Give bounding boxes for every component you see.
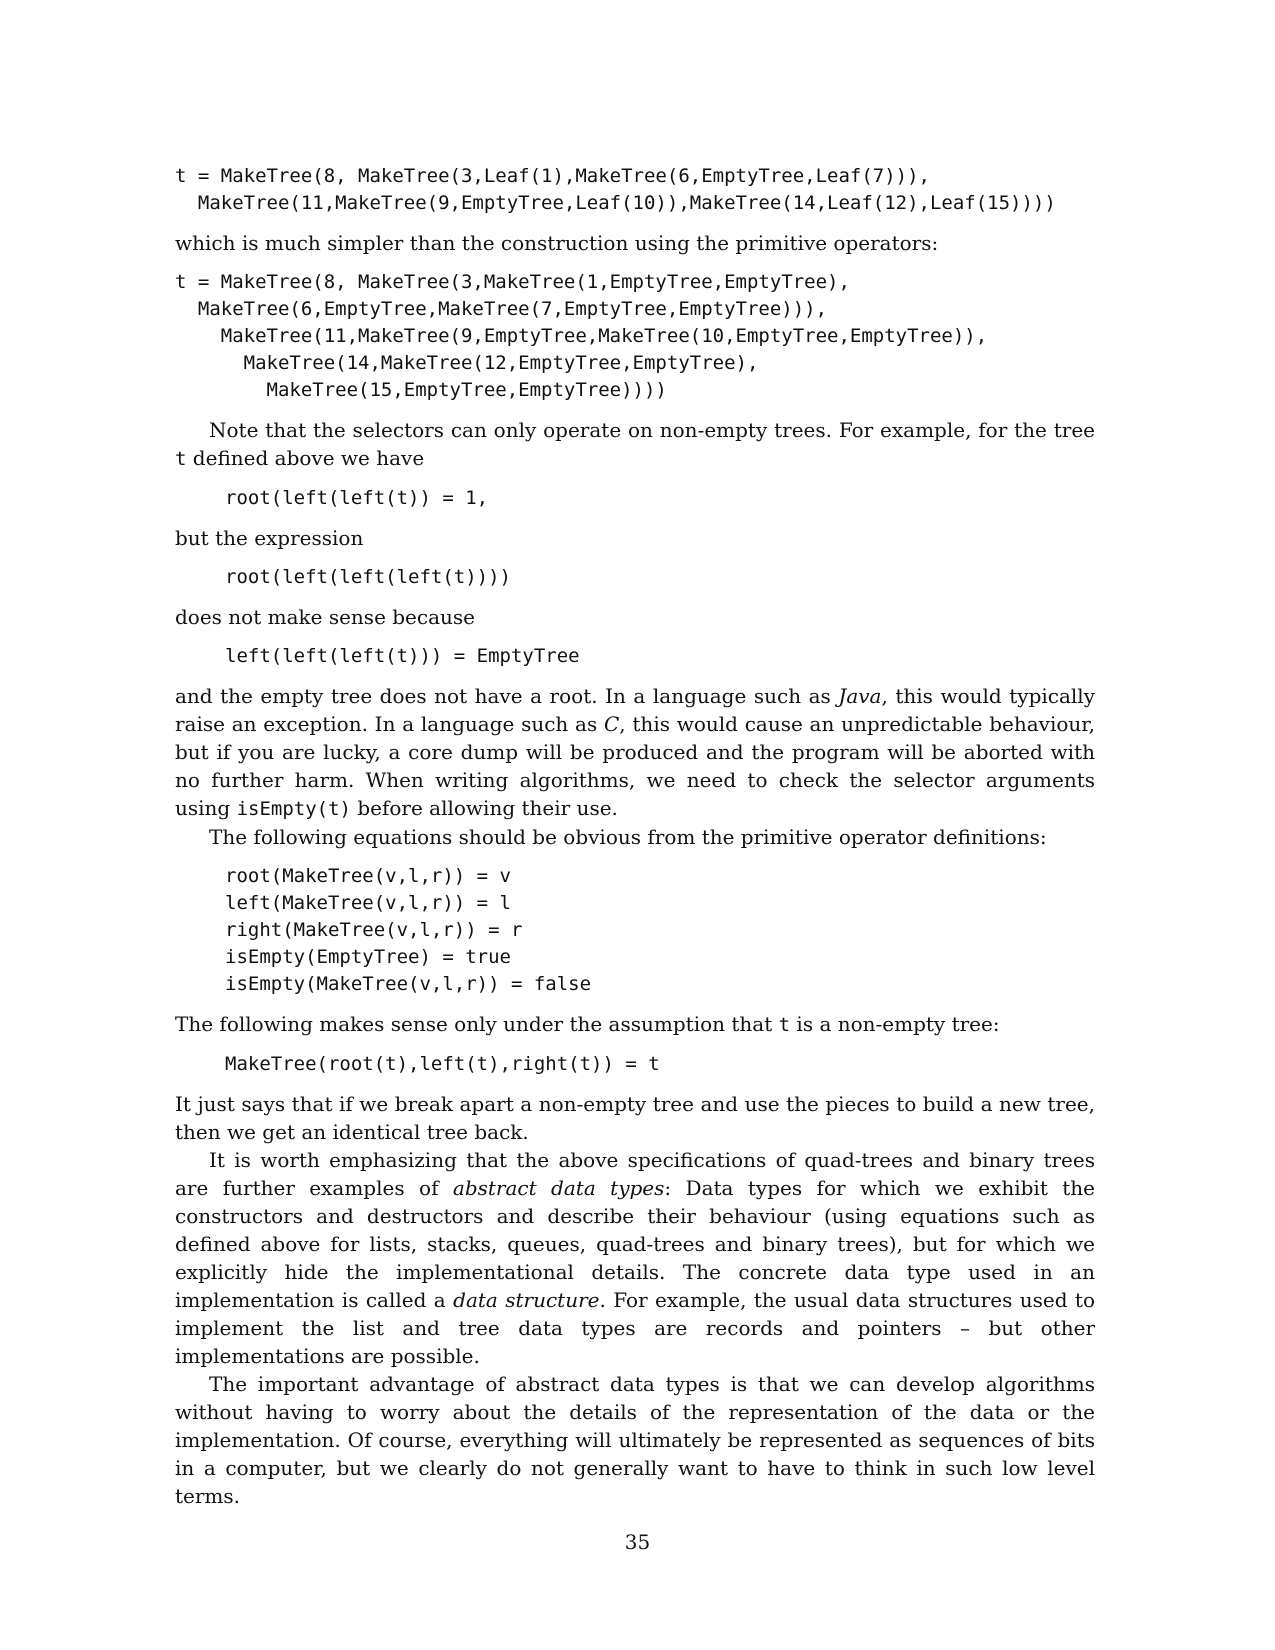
emphasis-c: C	[603, 712, 620, 736]
code-line: left(MakeTree(v,l,r)) = l	[225, 892, 511, 914]
code-line: isEmpty(EmptyTree) = true	[225, 946, 511, 968]
inline-code: isEmpty(t)	[236, 798, 351, 820]
inline-code: t	[778, 1014, 791, 1036]
code-line: MakeTree(11,MakeTree(9,EmptyTree,Leaf(10)),MakeTree(14,Leaf(12),Leaf(15))))	[175, 192, 1056, 214]
code-line: MakeTree(14,MakeTree(12,EmptyTree,EmptyTree),	[175, 352, 759, 374]
code-line: root(MakeTree(v,l,r)) = v	[225, 865, 511, 887]
code-block-tree-leaf	[175, 163, 1095, 217]
code-line: MakeTree(11,MakeTree(9,EmptyTree,MakeTree(10,EmptyTree,EmptyTree)),	[175, 325, 988, 347]
page-number: 35	[624, 1530, 651, 1554]
paragraph-simpler: which is much simpler than the construction using the primitive operators:	[175, 231, 939, 255]
text-run: : Data types for which we exhibit the constructors and destructors and describe their behaviour (using equations such as defined above for lists, stacks, queues, quad-trees and binary trees), but for which we explicitly hide the implementational details. The concrete data type used in an implementation is called a	[175, 1176, 1096, 1312]
paragraph-empty-tree	[175, 682, 1095, 823]
text-run: defined above we have	[186, 446, 425, 470]
paragraph-equations: The following equations should be obvious from the primitive operator definitions:	[209, 825, 1047, 849]
page-content	[175, 163, 1095, 1510]
code-block-equations	[225, 863, 1095, 998]
text-run: , this would cause an unpredictable behaviour, but if you are lucky, a core dump will be produced and the program will be aborted with no further harm. When writing algorithms, we need to check the selector arguments using	[175, 712, 1095, 820]
code-root-invalid: root(left(left(left(t))))	[225, 566, 511, 588]
paragraph-makes-sense	[175, 1010, 1095, 1039]
emphasis-java: Java	[838, 684, 882, 708]
paragraph-note	[175, 416, 1095, 473]
paragraph-but: but the expression	[175, 526, 364, 550]
paragraph-worth-emphasizing	[175, 1146, 1095, 1370]
code-line: t = MakeTree(8, MakeTree(3,MakeTree(1,EmptyTree,EmptyTree),	[175, 271, 850, 293]
inline-code: t	[175, 448, 187, 470]
text-run: and the empty tree does not have a root. In a language such as	[175, 684, 839, 708]
code-line: MakeTree(15,EmptyTree,EmptyTree))))	[175, 379, 667, 401]
emphasis-abstract-data-types: abstract data types	[452, 1176, 665, 1200]
text-run: before allowing their use.	[350, 796, 618, 820]
code-root-left-left: root(left(left(t)) = 1,	[225, 487, 489, 509]
text-run: , this would typically raise an exception. In a language such as	[175, 684, 1095, 736]
text-run: Note that the selectors can only operate on non-empty trees. For example, for the tree	[209, 418, 1095, 442]
code-line: t = MakeTree(8, MakeTree(3,Leaf(1),MakeTree(6,EmptyTree,Leaf(7))),	[175, 165, 930, 187]
code-left-empty: left(left(left(t))) = EmptyTree	[225, 645, 580, 667]
text-run: It is worth emphasizing that the above specifications of quad-trees and binary trees are further examples of	[175, 1148, 1095, 1200]
code-block-tree-primitive	[175, 269, 1095, 404]
text-run: The following makes sense only under the assumption that	[175, 1012, 779, 1036]
paragraph-advantage: The important advantage of abstract data types is that we can develop algorithms without having to worry about the details of the representation of the data or the implementation. Of course, everything will ultimately be represented as sequences of bits in a computer, but we clearly do not generally want to have to think in such low level terms.	[175, 1372, 1095, 1508]
code-maketree-identity: MakeTree(root(t),left(t),right(t)) = t	[225, 1053, 660, 1075]
code-line: MakeTree(6,EmptyTree,MakeTree(7,EmptyTree,EmptyTree))),	[175, 298, 828, 320]
paragraph-break-apart: It just says that if we break apart a non-empty tree and use the pieces to build a new tree, then we get an identical tree back.	[175, 1092, 1095, 1144]
paragraph-does-not: does not make sense because	[175, 605, 475, 629]
text-run: . For example, the usual data structures used to implement the list and tree data types are records and pointers – but other implementations are possible.	[175, 1288, 1096, 1368]
emphasis-data-structure: data structure	[453, 1288, 600, 1312]
code-line: right(MakeTree(v,l,r)) = r	[225, 919, 523, 941]
text-run: is a non-empty tree:	[790, 1012, 1000, 1036]
code-line: isEmpty(MakeTree(v,l,r)) = false	[225, 973, 592, 995]
